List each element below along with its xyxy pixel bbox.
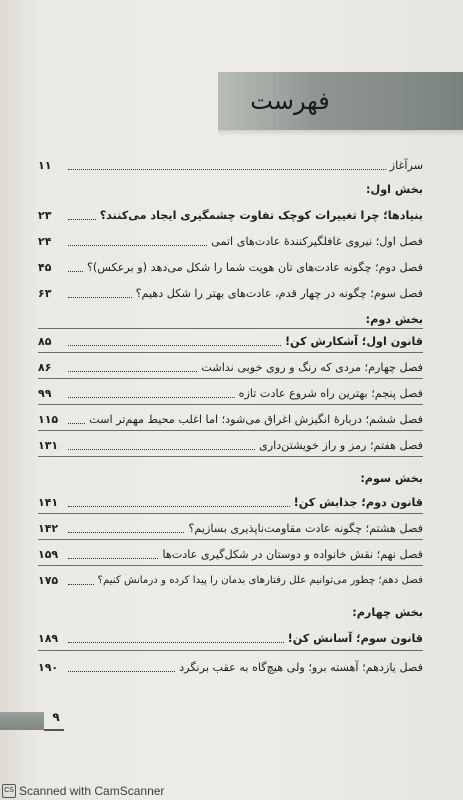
row-divider	[38, 352, 423, 353]
toc-entry-page: ۱۴۱	[38, 495, 59, 509]
section-divider	[38, 328, 423, 329]
toc-entry-page: ۸۶	[38, 360, 52, 374]
toc-entry-label: فصل ششم؛ دربارهٔ انگیزش اغراق می‌شود؛ اما اغلب محیط مهم‌تر است	[89, 412, 423, 426]
dot-leader	[68, 558, 158, 559]
toc-entry-label: بنیادها؛ چرا تغییرات کوچک تفاوت چشمگیری ایجاد می‌کنند؟	[99, 208, 423, 222]
row-divider	[38, 430, 423, 431]
row-divider	[38, 378, 423, 379]
page-title: فهرست	[250, 87, 330, 115]
toc-entry	[38, 570, 423, 590]
toc-entry-label: قانون سوم؛ آسانش کن!	[287, 631, 423, 645]
toc-entry-page: ۱۱۵	[38, 412, 59, 426]
toc-entry-label: فصل هشتم؛ چگونه عادت مقاومت‌ناپذیری بسازیم؟	[188, 521, 423, 535]
toc-entry-page: ۶۳	[38, 286, 52, 300]
toc-entry	[38, 331, 423, 351]
dot-leader	[68, 642, 284, 643]
toc-entry-page: ۱۷۵	[38, 573, 59, 587]
toc-entry-page: ۴۵	[38, 260, 52, 274]
page-number: ۹	[52, 710, 60, 724]
toc-entry	[38, 257, 423, 277]
toc-entry-page: ۲۳	[38, 208, 52, 222]
dot-leader	[68, 449, 255, 450]
toc-entry	[38, 205, 423, 225]
dot-leader	[68, 245, 207, 246]
section-heading-part2: بخش دوم:	[365, 313, 423, 326]
row-divider	[38, 404, 423, 405]
dot-leader	[68, 169, 386, 170]
camscanner-watermark	[0, 782, 180, 800]
footer-line	[44, 729, 64, 731]
toc-entry-page: ۲۴	[38, 234, 52, 248]
toc-entry	[38, 283, 423, 303]
toc-entry-page: ۱۸۹	[38, 631, 59, 645]
toc-entry-label: قانون اول؛ آشکارش کن!	[284, 334, 423, 348]
section-heading-part4: بخش چهارم:	[352, 606, 423, 619]
dot-leader	[68, 397, 235, 398]
toc-entry-page: ۱۱	[38, 158, 52, 172]
toc-entry-page: ۸۵	[38, 334, 52, 348]
toc-entry	[38, 383, 423, 403]
toc-entry-label: فصل دهم؛ چطور می‌توانیم علل رفتارهای بدمان را پیدا کرده و درمانش کنیم؟	[97, 574, 423, 586]
toc-entry	[38, 544, 423, 564]
toc-entry	[38, 518, 423, 538]
row-divider	[38, 513, 423, 514]
dot-leader	[68, 423, 85, 424]
toc-entry-label: فصل دوم؛ چگونه عادت‌های تان هویت شما را شکل می‌دهد (و برعکس)؟	[86, 260, 423, 274]
toc-entry-label: سرآغاز	[389, 158, 423, 172]
dot-leader	[68, 371, 197, 372]
toc-entry-intro	[38, 155, 423, 175]
toc-entry-label: فصل یازدهم؛ آهسته برو؛ ولی هیچ‌گاه به عقب برنگرد	[179, 660, 423, 674]
toc-entry-page: ۱۳۱	[38, 438, 59, 452]
footer-band	[0, 712, 44, 730]
dot-leader	[68, 345, 281, 346]
section-heading-part3: بخش سوم:	[360, 472, 423, 485]
toc-entry-page: ۱۵۹	[38, 547, 59, 561]
toc-entry-label: فصل پنجم؛ بهترین راه شروع عادت تازه	[238, 386, 423, 400]
toc-entry	[38, 657, 423, 677]
toc-entry-label: قانون دوم؛ جذابش کن!	[293, 495, 423, 509]
toc-entry-label: فصل اول؛ نیروی غافلگیرکنندهٔ عادت‌های اتمی	[211, 234, 423, 248]
section-heading-part1: بخش اول:	[366, 183, 423, 196]
toc-entry-page: ۱۹۰	[38, 660, 59, 674]
dot-leader	[68, 671, 175, 672]
toc-entry	[38, 357, 423, 377]
camscanner-logo-icon: CS	[2, 784, 16, 798]
row-divider	[38, 539, 423, 540]
toc-entry	[38, 492, 423, 512]
toc-entry	[38, 435, 423, 455]
dot-leader	[68, 271, 83, 272]
toc-entry-page: ۱۴۲	[38, 521, 59, 535]
dot-leader	[68, 584, 94, 585]
row-divider	[38, 650, 423, 651]
dot-leader	[68, 219, 96, 220]
dot-leader	[68, 297, 132, 298]
dot-leader	[68, 532, 184, 533]
toc-entry	[38, 409, 423, 429]
watermark-text: Scanned with CamScanner	[19, 784, 165, 798]
row-divider	[38, 456, 423, 457]
toc-entry-page: ۹۹	[38, 386, 52, 400]
toc-entry-label: فصل نهم؛ نقش خانواده و دوستان در شکل‌گیری عادت‌ها	[162, 547, 423, 561]
header-shadow	[218, 130, 463, 136]
row-divider	[38, 565, 423, 566]
toc-entry-label: فصل چهارم؛ مردی که رنگ و روی خوبی نداشت	[201, 360, 423, 374]
dot-leader	[68, 506, 290, 507]
toc-entry-label: فصل هفتم؛ رمز و راز خویشتن‌داری	[258, 438, 423, 452]
toc-entry	[38, 628, 423, 648]
toc-entry	[38, 231, 423, 251]
toc-entry-label: فصل سوم؛ چگونه در چهار قدم، عادت‌های بهتر را شکل دهیم؟	[135, 286, 423, 300]
